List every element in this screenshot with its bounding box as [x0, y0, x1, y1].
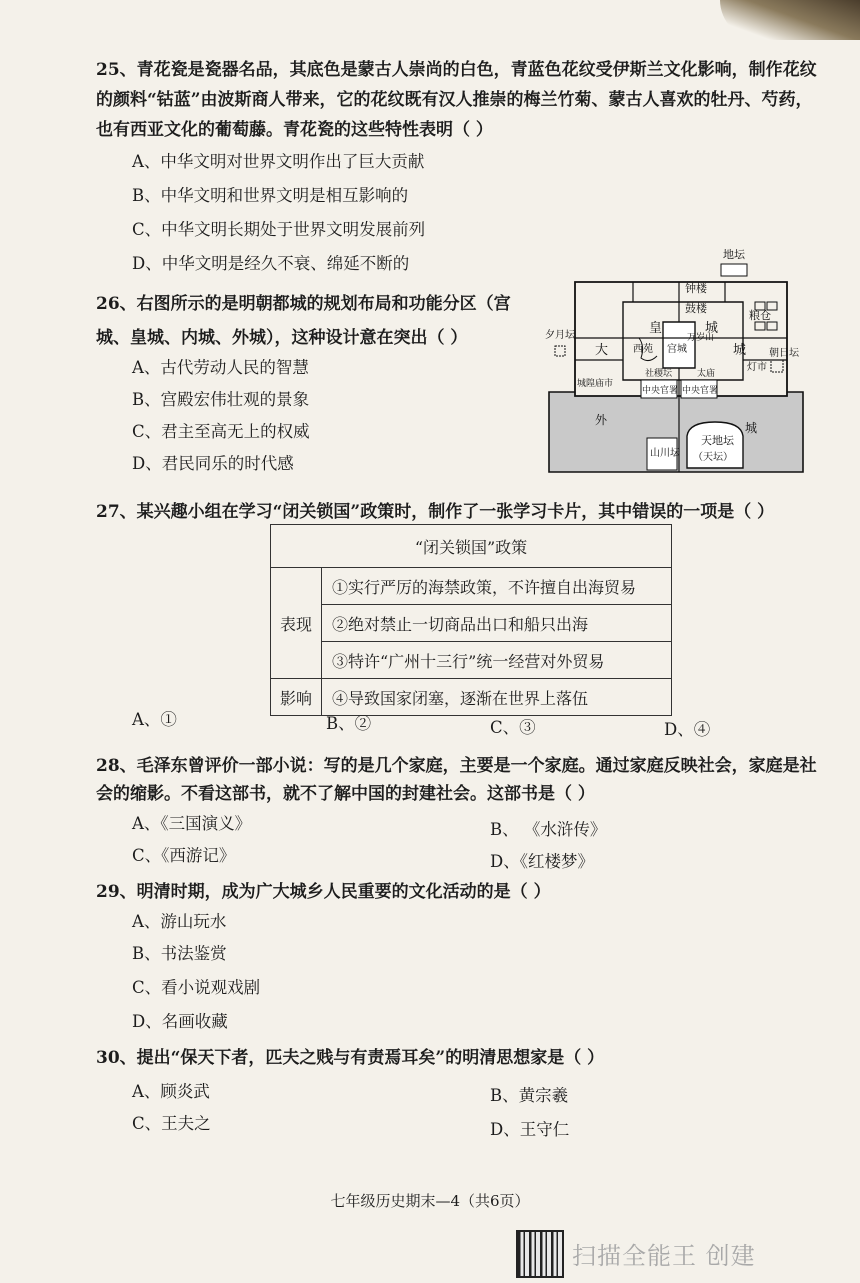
q30-option-d: D、王守仁: [490, 1120, 570, 1139]
q25-stem-line2: 的颜料“钴蓝”由波斯商人带来，它的花纹既有汉人推崇的梅兰竹菊、蒙古人喜欢的牡丹、芍药，: [96, 90, 813, 110]
map-label-cheng-right: 城: [733, 343, 747, 358]
q26-option-c: C、君主至高无上的权威: [132, 422, 310, 441]
study-card-label-performance: 表现: [271, 568, 322, 679]
q26-option-a: A、古代劳动人民的智慧: [132, 358, 309, 377]
map-label-wai: 外: [595, 413, 608, 427]
study-card-row-3: ③特许“广州十三行”统一经营对外贸易: [322, 642, 672, 679]
ming-capital-map: [545, 246, 813, 474]
map-label-cheng-top: 城: [705, 321, 719, 336]
map-label-tiandi: 天地坛: [701, 434, 734, 447]
q25-option-d: D、中华文明是经久不衰、绵延不断的: [132, 254, 410, 273]
q29-option-b: B、书法鉴赏: [132, 944, 227, 963]
map-label-da: 大: [595, 343, 609, 358]
study-card-row-4: ④导致国家闭塞，逐渐在世界上落伍: [322, 679, 672, 716]
ming-capital-map-svg: [545, 246, 813, 474]
map-label-chenghuang: 城隍庙市: [577, 379, 614, 389]
q25-option-c: C、中华文明长期处于世界文明发展前列: [132, 220, 426, 239]
q26-stem-line2: 城、皇城、内城、外城），这种设计意在突出（ ）: [96, 328, 468, 348]
q27-stem: 27、某兴趣小组在学习“闭关锁国”政策时，制作了一张学习卡片，其中错误的一项是（ ）: [96, 502, 775, 522]
study-card-table: [270, 524, 672, 716]
map-label-ditan: 地坛: [723, 248, 745, 261]
map-label-liangcang: 粮仓: [749, 309, 771, 322]
map-label-zhongyang1: 中央官署: [642, 386, 679, 396]
q30-stem: 30、提出“保天下者，匹夫之贱与有责焉耳矣”的明清思想家是（ ）: [96, 1048, 605, 1068]
q27-option-c: C、③: [490, 718, 536, 737]
map-label-yueritan: 夕月坛: [545, 330, 575, 341]
map-label-shejitan: 社稷坛: [645, 369, 673, 379]
q26-option-d: D、君民同乐的时代感: [132, 454, 294, 473]
q30-option-c: C、王夫之: [132, 1114, 211, 1133]
map-label-xiyuan: 西苑: [633, 344, 653, 355]
q29-stem: 29、明清时期，成为广大城乡人民重要的文化活动的是（ ）: [96, 882, 551, 902]
q28-option-b: B、 《水浒传》: [490, 820, 607, 839]
map-label-chaoritan: 朝日坛: [769, 348, 799, 359]
study-card-title: “闭关锁国”政策: [271, 525, 672, 568]
q30-option-b: B、黄宗羲: [490, 1086, 569, 1105]
q28-stem-line2: 会的缩影。不看这部书，就不了解中国的封建社会。这部书是（ ）: [96, 784, 595, 804]
map-label-zhonglou: 钟楼: [685, 282, 707, 295]
page-corner-shadow: [720, 0, 860, 40]
q29-option-c: C、看小说观戏剧: [132, 978, 261, 997]
map-label-huang: 皇: [649, 321, 663, 336]
map-label-gulou: 鼓楼: [685, 302, 707, 315]
map-label-wansuishan: 万岁山: [687, 333, 715, 343]
study-card-label-impact: 影响: [271, 679, 322, 716]
q25-stem-line1: 25、青花瓷是瓷器名品，其底色是蒙古人崇尚的白色，青蓝色花纹受伊斯兰文化影响，制作花纹: [96, 60, 817, 80]
q27-option-a: A、①: [132, 710, 177, 729]
map-label-zhongyang2: 中央官署: [682, 386, 719, 396]
q30-option-a: A、顾炎武: [132, 1082, 210, 1101]
q29-option-d: D、名画收藏: [132, 1012, 228, 1031]
q25-option-b: B、中华文明和世界文明是相互影响的: [132, 186, 409, 205]
study-card-row-2: ②绝对禁止一切商品出口和船只出海: [322, 605, 672, 642]
q28-option-d: D、《红楼梦》: [490, 852, 594, 871]
q28-option-a: A、《三国演义》: [132, 814, 252, 833]
scanner-watermark: 扫描全能王 创建: [572, 1242, 756, 1270]
q28-option-c: C、《西游记》: [132, 846, 236, 865]
q25-option-a: A、中华文明对世界文明作出了巨大贡献: [132, 152, 425, 171]
q27-option-b: B、②: [326, 714, 372, 733]
q27-option-d: D、④: [664, 720, 711, 739]
map-label-shanchuan: 山川坛: [650, 448, 680, 459]
page-footer: 七年级历史期末—4（共6页）: [330, 1192, 530, 1210]
q26-stem-line1: 26、右图所示的是明朝都城的规划布局和功能分区（宫: [96, 294, 511, 314]
q28-stem-line1: 28、毛泽东曾评价一部小说：写的是几个家庭，主要是一个家庭。通过家庭反映社会，家庭是社: [96, 756, 817, 776]
study-card-row-1: ①实行严厉的海禁政策，不许擅自出海贸易: [322, 568, 672, 605]
qr-code-icon: [516, 1230, 564, 1278]
map-label-cheng-bottom: 城: [745, 421, 758, 435]
map-label-taimiao: 太庙: [697, 369, 716, 379]
q25-stem-line3: 也有西亚文化的葡萄藤。青花瓷的这些特性表明（ ）: [96, 120, 493, 140]
q29-option-a: A、游山玩水: [132, 912, 227, 931]
map-label-gongcheng: 宫城: [667, 344, 687, 355]
map-label-dengshi: 灯市: [747, 362, 767, 373]
map-label-tiantan: （天坛）: [693, 452, 733, 463]
q26-option-b: B、宫殿宏伟壮观的景象: [132, 390, 310, 409]
